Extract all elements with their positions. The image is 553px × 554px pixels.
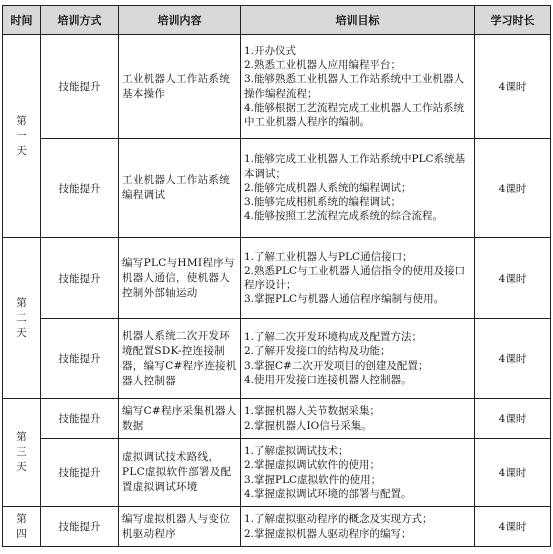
goals-cell xyxy=(241,35,475,139)
goals-cell xyxy=(241,238,475,319)
content-cell: 编写虚拟机器人与变位机驱动程序 xyxy=(119,507,241,547)
day-cell xyxy=(3,507,41,547)
goal-item: 1.掌握机器人关节数据采集； xyxy=(244,405,381,418)
day-char: 第 xyxy=(16,512,27,525)
content-cell: 编写PLC与HMI程序与机器人通信，使机器人控制外部轴运动 xyxy=(119,238,241,319)
day-char: 三 xyxy=(16,446,27,458)
goal-item: 2.熟悉PLC与工业机器人通信指令的使用及接口程序设计； xyxy=(244,264,466,291)
hours-cell: 4课时 xyxy=(475,399,551,439)
goal-item: 1.了解工业机器人与PLC通信接口； xyxy=(244,250,413,263)
method-cell: 技能提升 xyxy=(41,35,119,139)
method-cell: 技能提升 xyxy=(41,507,119,547)
day-char: 第 xyxy=(16,431,27,443)
header-row xyxy=(3,6,551,35)
day-char: 天 xyxy=(16,326,27,339)
goal-item: 3.掌握C#二次开发项目的创建及配置； xyxy=(244,359,429,372)
content-cell: 机器人系统二次开发环境配置SDK-控连接制器，编写C#程序连接机器人控制器 xyxy=(119,319,241,399)
method-cell: 技能提升 xyxy=(41,319,119,399)
hours-cell: 4课时 xyxy=(475,139,551,238)
goal-item: 2.掌握虚拟机器人驱动程序的编写； xyxy=(244,527,412,540)
day-char: 天 xyxy=(16,461,27,473)
table-row xyxy=(3,139,551,238)
goal-item: 2.能够完成机器人系统的编程调试； xyxy=(244,181,412,194)
header-content: 培训内容 xyxy=(119,6,241,35)
goals-cell xyxy=(241,507,475,547)
day-char: 第 xyxy=(16,296,27,309)
table-row xyxy=(3,238,551,319)
table-row xyxy=(3,439,551,507)
content-cell: 工业机器人工作站系统基本操作 xyxy=(119,35,241,139)
day-char: 天 xyxy=(16,144,27,157)
goal-item: 4.能够根据工艺流程完成工业机器人工作站系统中工业机器人程序的编制。 xyxy=(244,101,465,128)
goal-item: 1.了解虚拟驱动程序的概念及实现方式； xyxy=(244,513,433,526)
hours-cell: 4课时 xyxy=(475,238,551,319)
method-cell: 技能提升 xyxy=(41,399,119,439)
table-row xyxy=(3,507,551,547)
method-cell: 技能提升 xyxy=(41,439,119,507)
day-cell xyxy=(3,35,41,238)
goal-item: 2.掌握虚拟调试软件的使用； xyxy=(244,459,381,472)
day-char: 二 xyxy=(16,311,27,324)
goal-item: 1.开办仪式 xyxy=(244,44,297,57)
goal-item: 4.能够按照工艺流程完成系统的综合流程。 xyxy=(244,210,444,223)
goal-item: 1.了解二次开发环境构成及配置方法； xyxy=(244,331,423,344)
method-cell: 技能提升 xyxy=(41,139,119,238)
goals-cell xyxy=(241,439,475,507)
training-schedule-table xyxy=(2,5,551,547)
method-cell: 技能提升 xyxy=(41,238,119,319)
goal-item: 2.掌握机器人IO信号采集。 xyxy=(244,419,372,432)
goals-cell xyxy=(241,139,475,238)
day-char: 第 xyxy=(16,114,27,127)
goals-cell xyxy=(241,399,475,439)
content-cell: 工业机器人工作站系统编程调试 xyxy=(119,139,241,238)
goals-cell xyxy=(241,319,475,399)
hours-cell: 4课时 xyxy=(475,439,551,507)
goal-item: 4.掌握虚拟调试环境的部署与配置。 xyxy=(244,487,412,500)
goal-item: 3.能够熟悉工业机器人工作站系统中工业机器人操作编程流程； xyxy=(244,73,465,100)
goal-item: 1.能够完成工业机器人工作站系统中PLC系统基本调试； xyxy=(244,153,466,180)
goal-item: 3.掌握PLC与机器人通信程序编制与使用。 xyxy=(244,293,445,306)
header-method: 培训方式 xyxy=(41,6,119,35)
hours-cell: 4课时 xyxy=(475,319,551,399)
day-char: 一 xyxy=(16,129,27,142)
table-row xyxy=(3,399,551,439)
goal-item: 4.使用开发接口连接机器人控制器。 xyxy=(244,373,412,386)
hours-cell: 4课时 xyxy=(475,35,551,139)
header-day: 时间 xyxy=(3,6,41,35)
goal-item: 3.能够完成相机系统的编程调试； xyxy=(244,196,402,209)
goal-item: 2.了解开发接口的结构及功能； xyxy=(244,345,391,358)
header-hours: 学习时长 xyxy=(475,6,551,35)
day-cell xyxy=(3,238,41,399)
table-row xyxy=(3,35,551,139)
goal-item: 2.熟悉工业机器人应用编程平台； xyxy=(244,59,402,72)
table-row xyxy=(3,319,551,399)
day-char: 四 xyxy=(16,527,27,540)
day-cell xyxy=(3,399,41,507)
content-cell: 编写C#程序采集机器人数据 xyxy=(119,399,241,439)
hours-cell: 4课时 xyxy=(475,507,551,547)
goal-item: 3.掌握PLC虚拟软件的使用； xyxy=(244,473,382,486)
header-goals: 培训目标 xyxy=(241,6,475,35)
goal-item: 1.了解虚拟调试技术； xyxy=(244,445,349,458)
content-cell: 虚拟调试技术路线，PLC虚拟软件部署及配置虚拟调试环境 xyxy=(119,439,241,507)
